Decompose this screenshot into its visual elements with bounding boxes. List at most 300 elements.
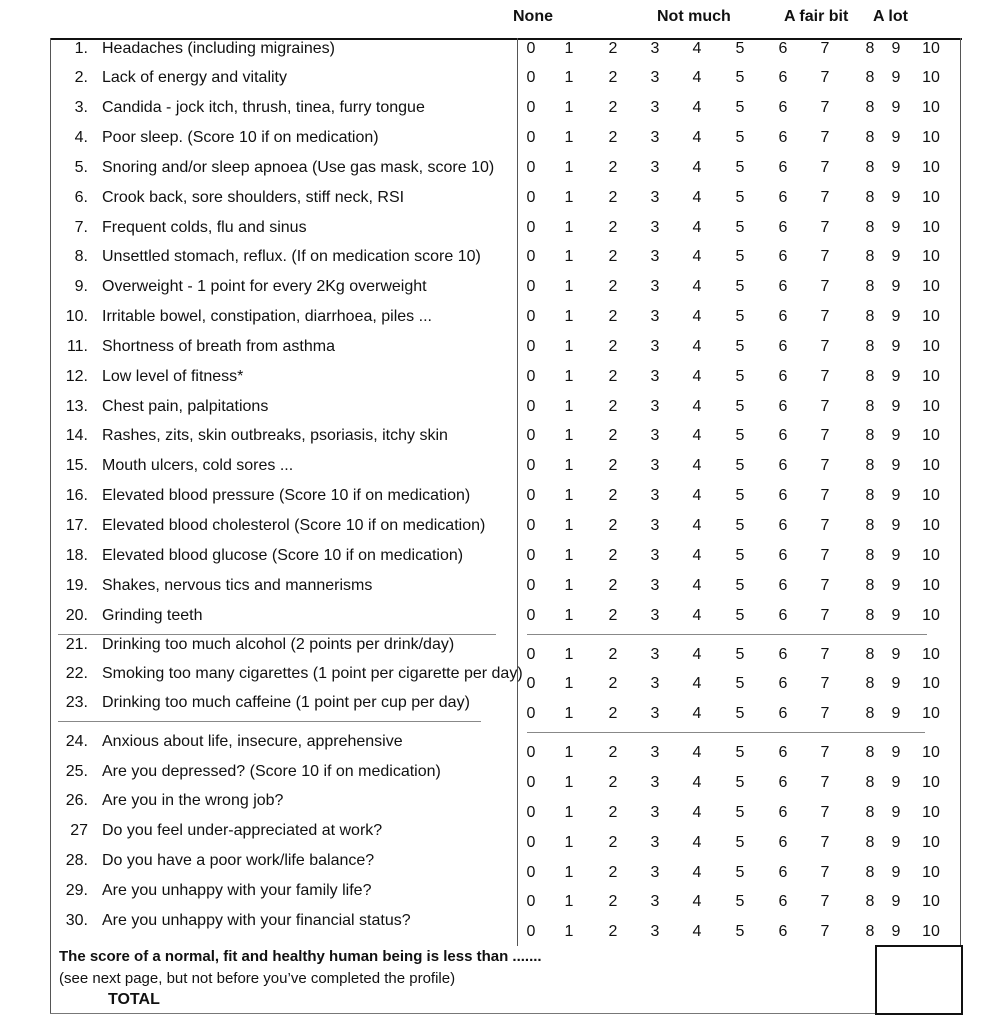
rating-option[interactable]: 7 (820, 547, 830, 564)
rating-option[interactable]: 1 (564, 398, 574, 415)
rating-option[interactable]: 10 (922, 517, 940, 534)
rating-option[interactable]: 4 (692, 893, 702, 910)
rating-option[interactable]: 10 (922, 675, 940, 692)
rating-option[interactable]: 4 (692, 923, 702, 940)
rating-option[interactable]: 7 (820, 40, 830, 57)
rating-option[interactable]: 6 (778, 248, 788, 265)
rating-option[interactable]: 10 (922, 368, 940, 385)
rating-option[interactable]: 0 (526, 893, 536, 910)
rating-option[interactable]: 8 (865, 744, 875, 761)
rating-option[interactable]: 9 (891, 834, 901, 851)
rating-option[interactable]: 5 (735, 338, 745, 355)
rating-option[interactable]: 10 (922, 129, 940, 146)
rating-option[interactable]: 5 (735, 219, 745, 236)
rating-option[interactable]: 0 (526, 864, 536, 881)
rating-option[interactable]: 2 (608, 646, 618, 663)
rating-option[interactable]: 5 (735, 675, 745, 692)
rating-option[interactable]: 0 (526, 427, 536, 444)
rating-option[interactable]: 10 (922, 40, 940, 57)
rating-option[interactable]: 2 (608, 744, 618, 761)
rating-option[interactable]: 10 (922, 278, 940, 295)
rating-option[interactable]: 1 (564, 517, 574, 534)
rating-option[interactable]: 4 (692, 705, 702, 722)
rating-option[interactable]: 6 (778, 40, 788, 57)
rating-option[interactable]: 8 (865, 398, 875, 415)
rating-option[interactable]: 0 (526, 368, 536, 385)
rating-option[interactable]: 5 (735, 744, 745, 761)
rating-option[interactable]: 5 (735, 577, 745, 594)
rating-option[interactable]: 7 (820, 308, 830, 325)
rating-option[interactable]: 9 (891, 517, 901, 534)
rating-option[interactable]: 10 (922, 338, 940, 355)
rating-option[interactable]: 3 (650, 804, 660, 821)
rating-option[interactable]: 6 (778, 368, 788, 385)
rating-option[interactable]: 3 (650, 834, 660, 851)
rating-option[interactable]: 4 (692, 607, 702, 624)
rating-option[interactable]: 0 (526, 99, 536, 116)
rating-option[interactable]: 0 (526, 517, 536, 534)
rating-option[interactable]: 3 (650, 338, 660, 355)
rating-option[interactable]: 2 (608, 607, 618, 624)
rating-option[interactable]: 0 (526, 705, 536, 722)
rating-option[interactable]: 3 (650, 744, 660, 761)
rating-option[interactable]: 3 (650, 129, 660, 146)
rating-option[interactable]: 2 (608, 219, 618, 236)
rating-option[interactable]: 7 (820, 159, 830, 176)
rating-option[interactable]: 0 (526, 398, 536, 415)
rating-option[interactable]: 2 (608, 705, 618, 722)
rating-option[interactable]: 8 (865, 427, 875, 444)
rating-option[interactable]: 9 (891, 129, 901, 146)
rating-option[interactable]: 3 (650, 308, 660, 325)
rating-option[interactable]: 6 (778, 834, 788, 851)
rating-option[interactable]: 7 (820, 607, 830, 624)
rating-option[interactable]: 6 (778, 774, 788, 791)
rating-option[interactable]: 4 (692, 864, 702, 881)
rating-option[interactable]: 8 (865, 864, 875, 881)
rating-option[interactable]: 4 (692, 646, 702, 663)
rating-option[interactable]: 5 (735, 834, 745, 851)
rating-option[interactable]: 7 (820, 338, 830, 355)
rating-option[interactable]: 7 (820, 219, 830, 236)
rating-option[interactable]: 4 (692, 744, 702, 761)
rating-option[interactable]: 1 (564, 607, 574, 624)
rating-option[interactable]: 7 (820, 675, 830, 692)
rating-option[interactable]: 3 (650, 427, 660, 444)
rating-option[interactable]: 10 (922, 774, 940, 791)
rating-option[interactable]: 7 (820, 864, 830, 881)
rating-option[interactable]: 10 (922, 923, 940, 940)
rating-option[interactable]: 6 (778, 427, 788, 444)
rating-option[interactable]: 0 (526, 219, 536, 236)
rating-option[interactable]: 1 (564, 744, 574, 761)
rating-option[interactable]: 5 (735, 487, 745, 504)
rating-option[interactable]: 7 (820, 99, 830, 116)
rating-option[interactable]: 3 (650, 487, 660, 504)
rating-option[interactable]: 5 (735, 189, 745, 206)
rating-option[interactable]: 10 (922, 457, 940, 474)
rating-option[interactable]: 9 (891, 159, 901, 176)
rating-option[interactable]: 8 (865, 646, 875, 663)
rating-option[interactable]: 2 (608, 278, 618, 295)
rating-option[interactable]: 6 (778, 923, 788, 940)
rating-option[interactable]: 7 (820, 804, 830, 821)
rating-option[interactable]: 8 (865, 248, 875, 265)
rating-option[interactable]: 9 (891, 577, 901, 594)
rating-option[interactable]: 2 (608, 99, 618, 116)
rating-option[interactable]: 0 (526, 804, 536, 821)
rating-option[interactable]: 5 (735, 69, 745, 86)
rating-option[interactable]: 7 (820, 398, 830, 415)
rating-option[interactable]: 9 (891, 427, 901, 444)
rating-option[interactable]: 8 (865, 487, 875, 504)
rating-option[interactable]: 9 (891, 189, 901, 206)
rating-option[interactable]: 3 (650, 923, 660, 940)
rating-option[interactable]: 7 (820, 248, 830, 265)
rating-option[interactable]: 6 (778, 457, 788, 474)
rating-option[interactable]: 1 (564, 893, 574, 910)
rating-option[interactable]: 3 (650, 457, 660, 474)
rating-option[interactable]: 10 (922, 834, 940, 851)
rating-option[interactable]: 6 (778, 893, 788, 910)
rating-option[interactable]: 6 (778, 864, 788, 881)
rating-option[interactable]: 2 (608, 517, 618, 534)
rating-option[interactable]: 10 (922, 159, 940, 176)
rating-option[interactable]: 5 (735, 99, 745, 116)
rating-option[interactable]: 9 (891, 40, 901, 57)
rating-option[interactable]: 3 (650, 278, 660, 295)
rating-option[interactable]: 9 (891, 457, 901, 474)
rating-option[interactable]: 10 (922, 577, 940, 594)
rating-option[interactable]: 4 (692, 189, 702, 206)
rating-option[interactable]: 8 (865, 607, 875, 624)
rating-option[interactable]: 8 (865, 923, 875, 940)
rating-option[interactable]: 1 (564, 308, 574, 325)
rating-option[interactable]: 0 (526, 774, 536, 791)
rating-option[interactable]: 1 (564, 427, 574, 444)
rating-option[interactable]: 6 (778, 338, 788, 355)
rating-option[interactable]: 2 (608, 40, 618, 57)
rating-option[interactable]: 1 (564, 487, 574, 504)
rating-option[interactable]: 10 (922, 99, 940, 116)
rating-option[interactable]: 9 (891, 219, 901, 236)
rating-option[interactable]: 3 (650, 774, 660, 791)
rating-option[interactable]: 10 (922, 248, 940, 265)
rating-option[interactable]: 6 (778, 804, 788, 821)
rating-option[interactable]: 0 (526, 744, 536, 761)
rating-option[interactable]: 3 (650, 864, 660, 881)
rating-option[interactable]: 1 (564, 774, 574, 791)
rating-option[interactable]: 5 (735, 547, 745, 564)
rating-option[interactable]: 10 (922, 189, 940, 206)
rating-option[interactable]: 9 (891, 923, 901, 940)
rating-option[interactable]: 9 (891, 646, 901, 663)
rating-option[interactable]: 9 (891, 398, 901, 415)
rating-option[interactable]: 10 (922, 646, 940, 663)
rating-option[interactable]: 0 (526, 40, 536, 57)
rating-option[interactable]: 0 (526, 923, 536, 940)
rating-option[interactable]: 1 (564, 368, 574, 385)
rating-option[interactable]: 8 (865, 893, 875, 910)
rating-option[interactable]: 2 (608, 69, 618, 86)
rating-option[interactable]: 8 (865, 368, 875, 385)
rating-option[interactable]: 3 (650, 248, 660, 265)
rating-option[interactable]: 1 (564, 159, 574, 176)
rating-option[interactable]: 9 (891, 338, 901, 355)
rating-option[interactable]: 9 (891, 607, 901, 624)
rating-option[interactable]: 8 (865, 308, 875, 325)
rating-option[interactable]: 1 (564, 129, 574, 146)
rating-option[interactable]: 2 (608, 159, 618, 176)
rating-option[interactable]: 6 (778, 487, 788, 504)
rating-option[interactable]: 6 (778, 705, 788, 722)
rating-option[interactable]: 10 (922, 487, 940, 504)
rating-option[interactable]: 0 (526, 457, 536, 474)
rating-option[interactable]: 8 (865, 129, 875, 146)
rating-option[interactable]: 2 (608, 129, 618, 146)
rating-option[interactable]: 6 (778, 69, 788, 86)
rating-option[interactable]: 4 (692, 99, 702, 116)
rating-option[interactable]: 2 (608, 804, 618, 821)
rating-option[interactable]: 5 (735, 457, 745, 474)
rating-option[interactable]: 1 (564, 577, 574, 594)
rating-option[interactable]: 6 (778, 189, 788, 206)
rating-option[interactable]: 2 (608, 487, 618, 504)
rating-option[interactable]: 1 (564, 834, 574, 851)
rating-option[interactable]: 4 (692, 547, 702, 564)
rating-option[interactable]: 5 (735, 40, 745, 57)
rating-option[interactable]: 4 (692, 338, 702, 355)
rating-option[interactable]: 0 (526, 577, 536, 594)
rating-option[interactable]: 4 (692, 69, 702, 86)
rating-option[interactable]: 8 (865, 40, 875, 57)
rating-option[interactable]: 2 (608, 774, 618, 791)
rating-option[interactable]: 7 (820, 278, 830, 295)
rating-option[interactable]: 8 (865, 804, 875, 821)
rating-option[interactable]: 6 (778, 398, 788, 415)
rating-option[interactable]: 0 (526, 248, 536, 265)
rating-option[interactable]: 3 (650, 547, 660, 564)
rating-option[interactable]: 4 (692, 129, 702, 146)
rating-option[interactable]: 4 (692, 487, 702, 504)
rating-option[interactable]: 4 (692, 40, 702, 57)
rating-option[interactable]: 4 (692, 308, 702, 325)
rating-option[interactable]: 1 (564, 457, 574, 474)
rating-option[interactable]: 8 (865, 99, 875, 116)
rating-option[interactable]: 1 (564, 923, 574, 940)
rating-option[interactable]: 2 (608, 457, 618, 474)
rating-option[interactable]: 9 (891, 893, 901, 910)
rating-option[interactable]: 4 (692, 517, 702, 534)
rating-option[interactable]: 1 (564, 547, 574, 564)
rating-option[interactable]: 4 (692, 278, 702, 295)
rating-option[interactable]: 7 (820, 577, 830, 594)
rating-option[interactable]: 9 (891, 744, 901, 761)
rating-option[interactable]: 5 (735, 923, 745, 940)
rating-option[interactable]: 0 (526, 278, 536, 295)
rating-option[interactable]: 10 (922, 308, 940, 325)
rating-option[interactable]: 5 (735, 278, 745, 295)
rating-option[interactable]: 10 (922, 69, 940, 86)
rating-option[interactable]: 3 (650, 99, 660, 116)
rating-option[interactable]: 0 (526, 675, 536, 692)
rating-option[interactable]: 8 (865, 159, 875, 176)
rating-option[interactable]: 3 (650, 219, 660, 236)
rating-option[interactable]: 0 (526, 607, 536, 624)
rating-option[interactable]: 1 (564, 219, 574, 236)
rating-option[interactable]: 6 (778, 646, 788, 663)
rating-option[interactable]: 8 (865, 69, 875, 86)
rating-option[interactable]: 7 (820, 517, 830, 534)
rating-option[interactable]: 10 (922, 705, 940, 722)
rating-option[interactable]: 0 (526, 129, 536, 146)
rating-option[interactable]: 5 (735, 517, 745, 534)
rating-option[interactable]: 5 (735, 159, 745, 176)
rating-option[interactable]: 10 (922, 893, 940, 910)
rating-option[interactable]: 9 (891, 774, 901, 791)
rating-option[interactable]: 6 (778, 308, 788, 325)
rating-option[interactable]: 6 (778, 744, 788, 761)
total-score-box[interactable] (875, 945, 963, 1015)
rating-option[interactable]: 2 (608, 368, 618, 385)
rating-option[interactable]: 3 (650, 675, 660, 692)
rating-option[interactable]: 9 (891, 278, 901, 295)
rating-option[interactable]: 10 (922, 607, 940, 624)
rating-option[interactable]: 6 (778, 547, 788, 564)
rating-option[interactable]: 1 (564, 675, 574, 692)
rating-option[interactable]: 8 (865, 457, 875, 474)
rating-option[interactable]: 8 (865, 705, 875, 722)
rating-option[interactable]: 6 (778, 607, 788, 624)
rating-option[interactable]: 9 (891, 69, 901, 86)
rating-option[interactable]: 10 (922, 427, 940, 444)
rating-option[interactable]: 1 (564, 646, 574, 663)
rating-option[interactable]: 3 (650, 368, 660, 385)
rating-option[interactable]: 7 (820, 368, 830, 385)
rating-option[interactable]: 0 (526, 159, 536, 176)
rating-option[interactable]: 5 (735, 398, 745, 415)
rating-option[interactable]: 0 (526, 189, 536, 206)
rating-option[interactable]: 8 (865, 834, 875, 851)
rating-option[interactable]: 3 (650, 577, 660, 594)
rating-option[interactable]: 9 (891, 487, 901, 504)
rating-option[interactable]: 4 (692, 368, 702, 385)
rating-option[interactable]: 4 (692, 248, 702, 265)
rating-option[interactable]: 1 (564, 189, 574, 206)
rating-option[interactable]: 10 (922, 219, 940, 236)
rating-option[interactable]: 8 (865, 675, 875, 692)
rating-option[interactable]: 5 (735, 129, 745, 146)
rating-option[interactable]: 8 (865, 577, 875, 594)
rating-option[interactable]: 2 (608, 308, 618, 325)
rating-option[interactable]: 9 (891, 804, 901, 821)
rating-option[interactable]: 4 (692, 577, 702, 594)
rating-option[interactable]: 9 (891, 864, 901, 881)
rating-option[interactable]: 2 (608, 398, 618, 415)
rating-option[interactable]: 2 (608, 547, 618, 564)
rating-option[interactable]: 9 (891, 368, 901, 385)
rating-option[interactable]: 6 (778, 129, 788, 146)
rating-option[interactable]: 5 (735, 893, 745, 910)
rating-option[interactable]: 1 (564, 69, 574, 86)
rating-option[interactable]: 5 (735, 804, 745, 821)
rating-option[interactable]: 1 (564, 248, 574, 265)
rating-option[interactable]: 0 (526, 646, 536, 663)
rating-option[interactable]: 5 (735, 248, 745, 265)
rating-option[interactable]: 7 (820, 646, 830, 663)
rating-option[interactable]: 0 (526, 308, 536, 325)
rating-option[interactable]: 0 (526, 338, 536, 355)
rating-option[interactable]: 6 (778, 278, 788, 295)
rating-option[interactable]: 4 (692, 457, 702, 474)
rating-option[interactable]: 9 (891, 547, 901, 564)
rating-option[interactable]: 4 (692, 398, 702, 415)
rating-option[interactable]: 0 (526, 834, 536, 851)
rating-option[interactable]: 1 (564, 99, 574, 116)
rating-option[interactable]: 3 (650, 69, 660, 86)
rating-option[interactable]: 8 (865, 774, 875, 791)
rating-option[interactable]: 4 (692, 804, 702, 821)
rating-option[interactable]: 5 (735, 427, 745, 444)
rating-option[interactable]: 10 (922, 547, 940, 564)
rating-option[interactable]: 9 (891, 99, 901, 116)
rating-option[interactable]: 0 (526, 487, 536, 504)
rating-option[interactable]: 8 (865, 278, 875, 295)
rating-option[interactable]: 2 (608, 923, 618, 940)
rating-option[interactable]: 2 (608, 893, 618, 910)
rating-option[interactable]: 1 (564, 705, 574, 722)
rating-option[interactable]: 2 (608, 427, 618, 444)
rating-option[interactable]: 9 (891, 308, 901, 325)
rating-option[interactable]: 10 (922, 744, 940, 761)
rating-option[interactable]: 3 (650, 40, 660, 57)
rating-option[interactable]: 2 (608, 675, 618, 692)
rating-option[interactable]: 8 (865, 219, 875, 236)
rating-option[interactable]: 1 (564, 338, 574, 355)
rating-option[interactable]: 7 (820, 744, 830, 761)
rating-option[interactable]: 7 (820, 774, 830, 791)
rating-option[interactable]: 6 (778, 517, 788, 534)
rating-option[interactable]: 10 (922, 804, 940, 821)
rating-option[interactable]: 7 (820, 893, 830, 910)
rating-option[interactable]: 2 (608, 834, 618, 851)
rating-option[interactable]: 3 (650, 607, 660, 624)
rating-option[interactable]: 5 (735, 864, 745, 881)
rating-option[interactable]: 3 (650, 398, 660, 415)
rating-option[interactable]: 6 (778, 219, 788, 236)
rating-option[interactable]: 1 (564, 278, 574, 295)
rating-option[interactable]: 3 (650, 189, 660, 206)
rating-option[interactable]: 7 (820, 834, 830, 851)
rating-option[interactable]: 9 (891, 675, 901, 692)
rating-option[interactable]: 7 (820, 487, 830, 504)
rating-option[interactable]: 4 (692, 427, 702, 444)
rating-option[interactable]: 7 (820, 69, 830, 86)
rating-option[interactable]: 4 (692, 675, 702, 692)
rating-option[interactable]: 5 (735, 774, 745, 791)
rating-option[interactable]: 6 (778, 99, 788, 116)
rating-option[interactable]: 3 (650, 705, 660, 722)
rating-option[interactable]: 7 (820, 705, 830, 722)
rating-option[interactable]: 5 (735, 368, 745, 385)
rating-option[interactable]: 2 (608, 248, 618, 265)
rating-option[interactable]: 10 (922, 398, 940, 415)
rating-option[interactable]: 7 (820, 129, 830, 146)
rating-option[interactable]: 8 (865, 547, 875, 564)
rating-option[interactable]: 0 (526, 547, 536, 564)
rating-option[interactable]: 7 (820, 923, 830, 940)
rating-option[interactable]: 7 (820, 457, 830, 474)
